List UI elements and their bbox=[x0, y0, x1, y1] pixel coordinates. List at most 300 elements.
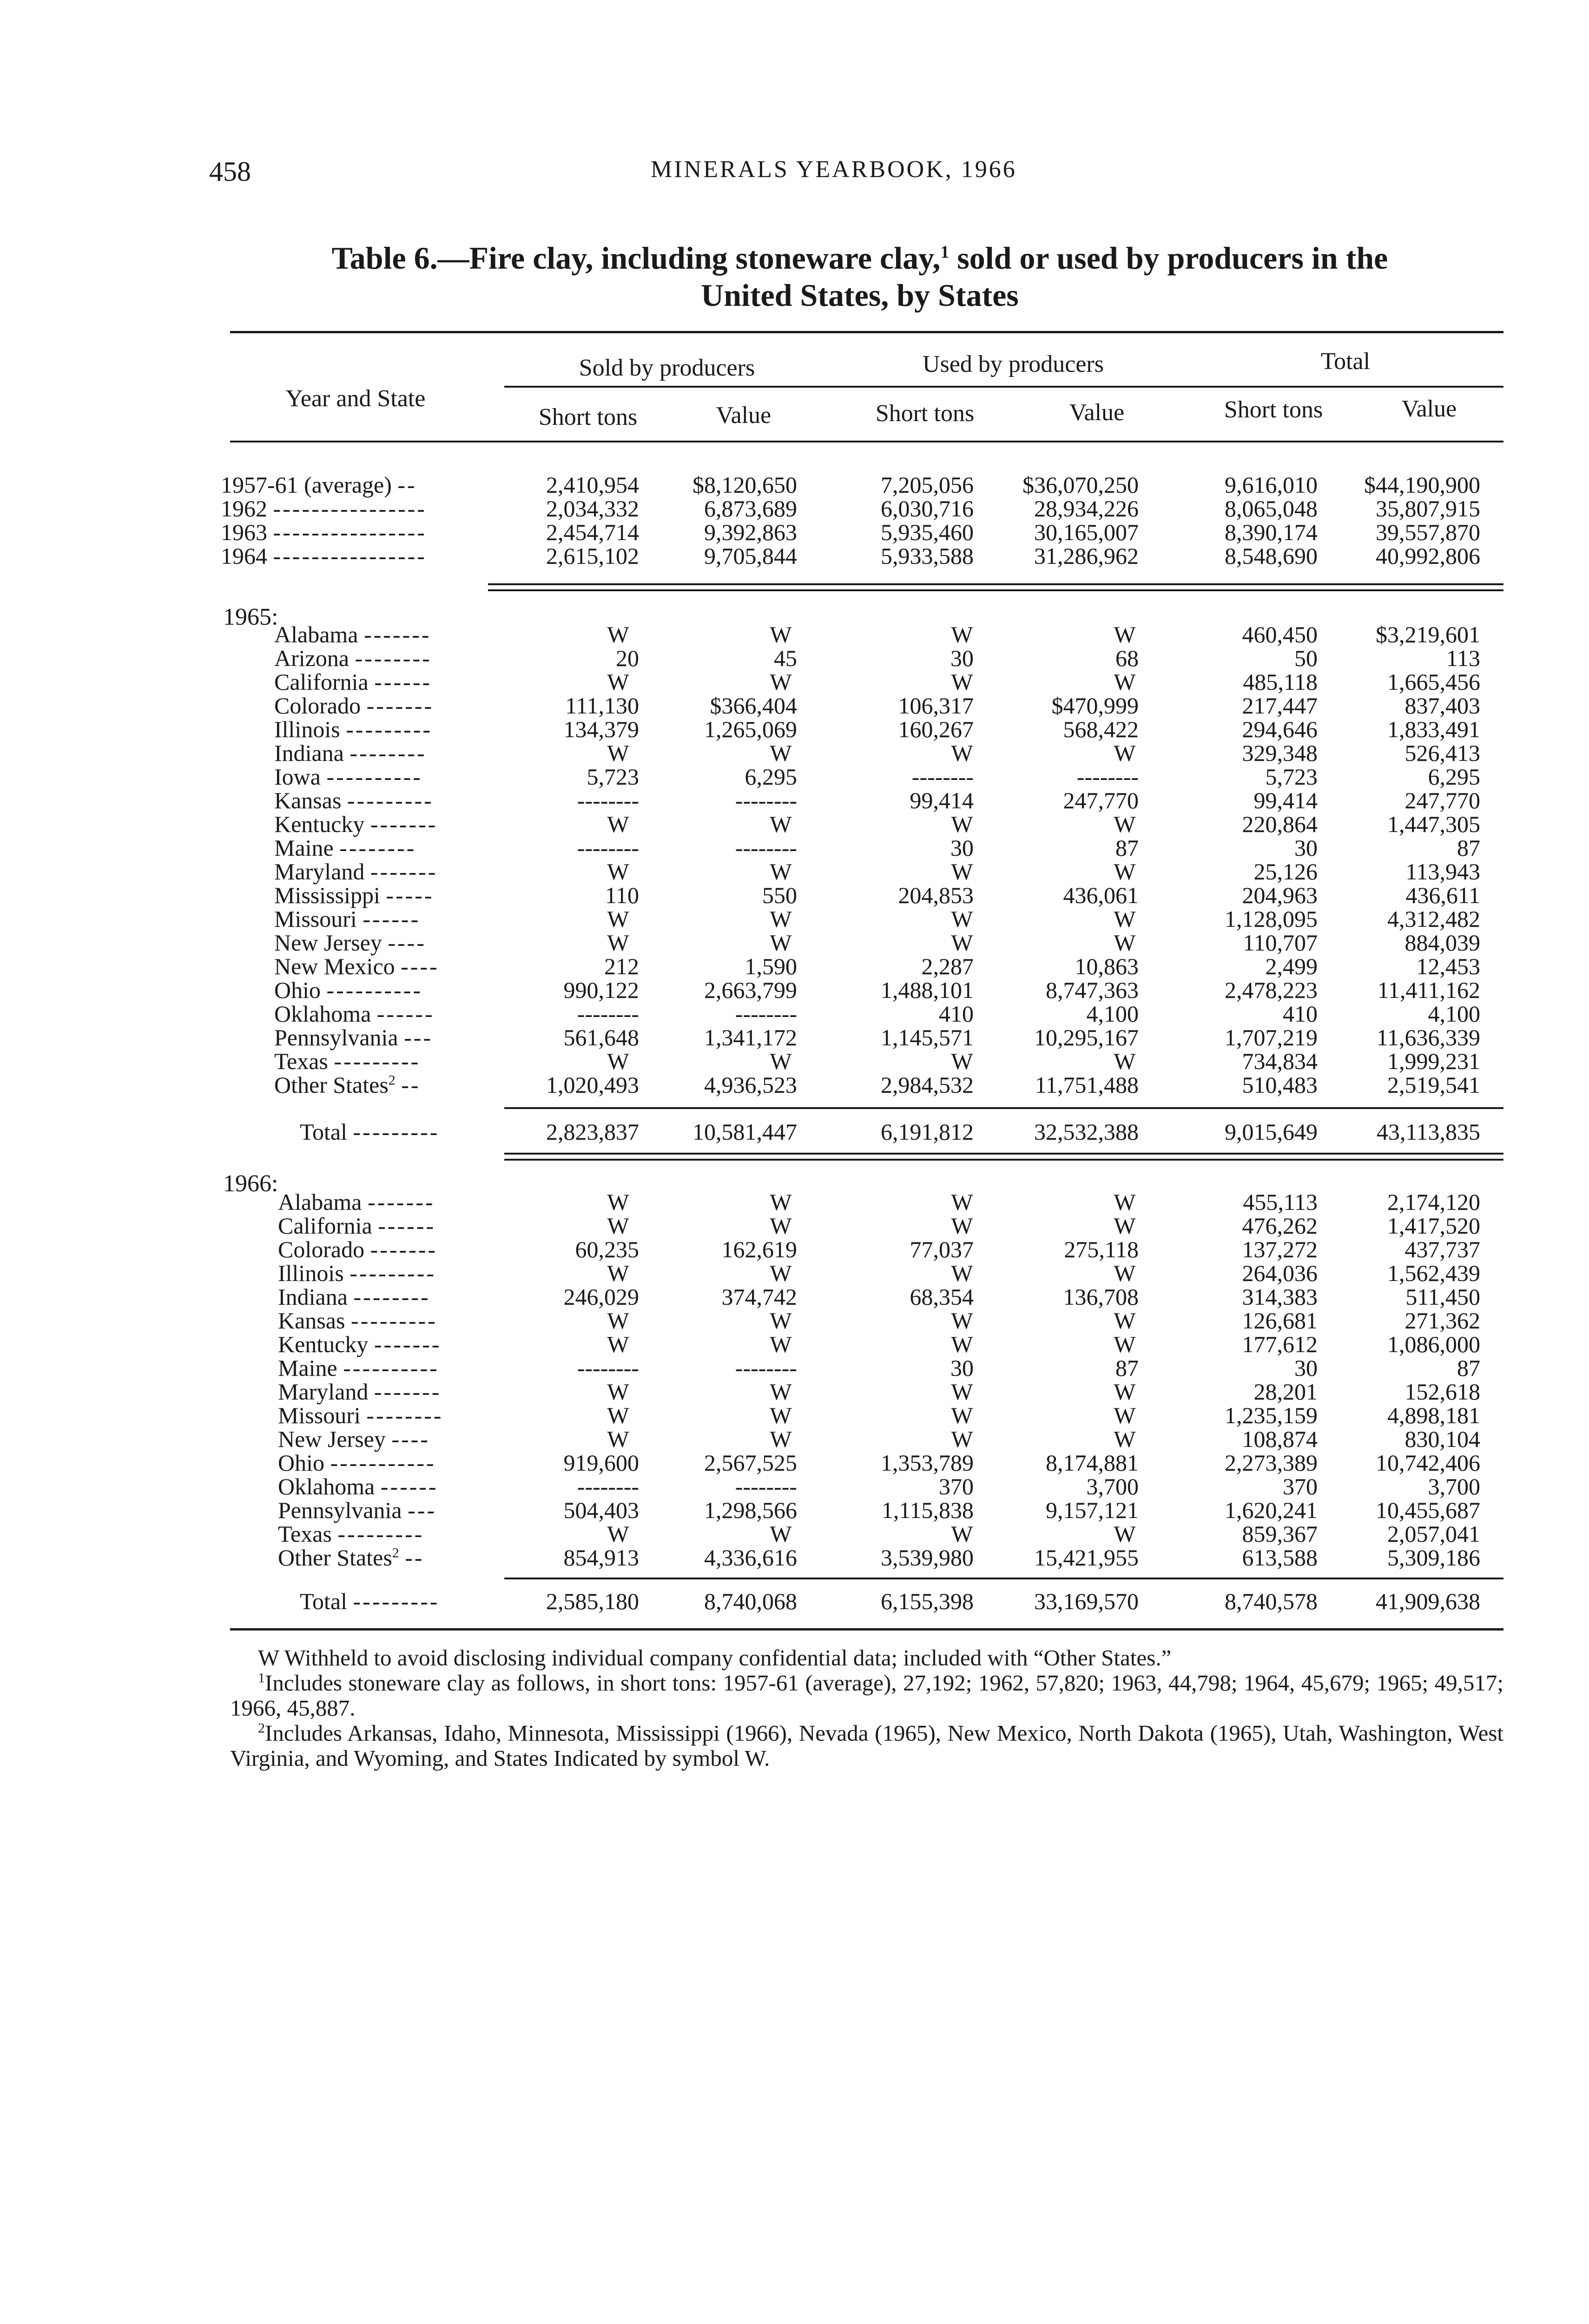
cell: 204,853 bbox=[898, 882, 974, 908]
table-row bbox=[0, 473, 1589, 497]
cell: 50 bbox=[1294, 645, 1318, 671]
cell: 30 bbox=[1294, 835, 1318, 861]
cell: W bbox=[951, 858, 973, 885]
table-row bbox=[0, 1451, 1589, 1475]
cell: 1,341,172 bbox=[704, 1024, 797, 1050]
cell: 99,414 bbox=[1253, 787, 1318, 813]
section-rule-bottom bbox=[488, 589, 1503, 591]
cell: 106,317 bbox=[898, 693, 974, 719]
row-label: Maine ---------- bbox=[278, 1355, 439, 1381]
cell: 1,128,095 bbox=[1225, 906, 1318, 932]
row-label: Texas --------- bbox=[278, 1521, 424, 1547]
row-label: Mississippi ----- bbox=[274, 882, 434, 908]
cell: W bbox=[607, 1331, 629, 1357]
row-label: New Jersey ---- bbox=[278, 1426, 430, 1452]
cell: W bbox=[1114, 1521, 1136, 1547]
cell: -------- bbox=[577, 1355, 639, 1381]
footnote-w: W Withheld to avoid disclosing individual company confidential data; included with “Other States.” bbox=[258, 1645, 1172, 1670]
cell: $470,999 bbox=[1051, 693, 1139, 719]
table-row bbox=[0, 1522, 1589, 1546]
row-label: 1964 ---------------- bbox=[221, 543, 427, 569]
row-label: Iowa ---------- bbox=[274, 764, 422, 790]
cell: 11,636,339 bbox=[1376, 1024, 1480, 1050]
table-row bbox=[0, 1214, 1589, 1238]
row-label: Maryland ------- bbox=[274, 858, 438, 885]
footnote-1: $^1$Includes stoneware clay as follows, in short tons: 1957-61 (average), 27,192; 1962, 57,820; 1963, 44,798; 1964, 45,679; 1965; 49,517; 1966, 45,887. bbox=[230, 1670, 1503, 1721]
table-row bbox=[0, 1333, 1589, 1356]
row-label: Colorado ------- bbox=[278, 1236, 438, 1262]
row-label: Indiana -------- bbox=[274, 740, 427, 766]
table-row bbox=[0, 884, 1589, 907]
cell: 28,201 bbox=[1253, 1379, 1318, 1405]
row-label: Texas --------- bbox=[274, 1048, 421, 1074]
cell: W bbox=[1114, 740, 1136, 766]
cell: 15,421,955 bbox=[1034, 1545, 1139, 1571]
title-footnote-mark: 1 bbox=[940, 242, 949, 262]
row-label: New Jersey ---- bbox=[274, 930, 426, 956]
table-row bbox=[0, 521, 1589, 544]
table-row bbox=[0, 836, 1589, 860]
cell: W bbox=[951, 1307, 973, 1334]
cell: 2,287 bbox=[921, 953, 974, 979]
footnote-2: $^2$Includes Arkansas, Idaho, Minnesota, Mississippi (1966), Nevada (1965), New Mexico, North Dakota (1965), Utah, Washington, West Virginia, and Wyoming, and States Indicated by symbol W. bbox=[230, 1720, 1503, 1771]
cell: 613,588 bbox=[1242, 1545, 1318, 1571]
row-label: Kentucky ------- bbox=[278, 1331, 442, 1357]
cell: 526,413 bbox=[1404, 740, 1480, 766]
row-label: Colorado ------- bbox=[274, 693, 434, 719]
cell: W bbox=[607, 1426, 629, 1452]
cell: 455,113 bbox=[1243, 1189, 1318, 1215]
header-sold-by-producers: Sold by producers bbox=[579, 355, 755, 381]
table-row bbox=[0, 1285, 1589, 1309]
cell: 4,936,523 bbox=[704, 1072, 797, 1098]
cell: W bbox=[607, 811, 629, 837]
table-row bbox=[0, 1380, 1589, 1404]
cell: W bbox=[607, 740, 629, 766]
title-part-a: Table 6.—Fire clay, including stoneware clay, bbox=[331, 240, 941, 276]
cell: 568,422 bbox=[1063, 716, 1139, 742]
stub-header: Year and State bbox=[285, 385, 426, 412]
cell: W bbox=[1114, 1307, 1136, 1334]
cell: 1,298,566 bbox=[704, 1497, 797, 1523]
table-top-rule bbox=[230, 331, 1503, 333]
cell: W bbox=[607, 669, 629, 695]
cell: 8,065,048 bbox=[1225, 495, 1318, 522]
cell: 2,478,223 bbox=[1225, 977, 1318, 1003]
cell: W bbox=[951, 621, 973, 647]
table-row bbox=[0, 741, 1589, 765]
cell: 160,267 bbox=[898, 716, 974, 742]
cell: 2,499 bbox=[1265, 953, 1318, 979]
cell: W bbox=[1114, 1189, 1136, 1215]
row-label: Ohio ----------- bbox=[278, 1450, 436, 1476]
table-bottom-rule bbox=[230, 1628, 1503, 1631]
cell: 510,483 bbox=[1242, 1072, 1318, 1098]
cell: 12,453 bbox=[1416, 953, 1480, 979]
cell: 204,963 bbox=[1242, 882, 1318, 908]
row-label: Arizona -------- bbox=[274, 645, 432, 671]
cell: -------- bbox=[735, 787, 797, 813]
cell: W bbox=[1114, 621, 1136, 647]
cell: 31,286,962 bbox=[1034, 543, 1139, 569]
cell: 859,367 bbox=[1242, 1521, 1318, 1547]
row-label: 1963 ---------------- bbox=[221, 519, 427, 545]
cell: 1,020,493 bbox=[546, 1072, 639, 1098]
cell: W bbox=[607, 1521, 629, 1547]
cell: 30 bbox=[950, 835, 974, 861]
cell: -------- bbox=[577, 835, 639, 861]
header-sold-value: Value bbox=[716, 402, 771, 429]
cell: 5,933,588 bbox=[881, 543, 974, 569]
section-1966-label: 1966: bbox=[223, 1170, 278, 1197]
cell: 2,454,714 bbox=[546, 519, 639, 545]
cell: 32,532,388 bbox=[1034, 1119, 1139, 1145]
cell: 30 bbox=[1294, 1355, 1318, 1381]
table-row bbox=[0, 1309, 1589, 1333]
row-label: Indiana -------- bbox=[278, 1284, 430, 1310]
row-label: California ------ bbox=[274, 669, 432, 695]
cell: 87 bbox=[1115, 835, 1139, 861]
cell: 136,708 bbox=[1063, 1284, 1139, 1310]
cell: 110 bbox=[605, 882, 639, 908]
cell: 4,312,482 bbox=[1387, 906, 1480, 932]
cell: W bbox=[1114, 1402, 1136, 1428]
row-label: Missouri -------- bbox=[278, 1402, 443, 1428]
cell: W bbox=[770, 1189, 792, 1215]
cell: 1,417,520 bbox=[1387, 1213, 1480, 1239]
cell: 126,681 bbox=[1242, 1307, 1318, 1334]
cell: W bbox=[951, 930, 973, 956]
cell: 919,600 bbox=[563, 1450, 639, 1476]
cell: 2,057,041 bbox=[1387, 1521, 1480, 1547]
cell: W bbox=[951, 1331, 973, 1357]
cell: W bbox=[770, 1048, 792, 1074]
running-title: MINERALS YEARBOOK, 1966 bbox=[651, 156, 1017, 183]
cell: 2,519,541 bbox=[1387, 1072, 1480, 1098]
cell: 87 bbox=[1115, 1355, 1139, 1381]
cell: W bbox=[1114, 1426, 1136, 1452]
cell: W bbox=[770, 906, 792, 932]
cell: 5,935,460 bbox=[881, 519, 974, 545]
cell: 264,036 bbox=[1242, 1260, 1318, 1286]
cell: 410 bbox=[939, 1001, 974, 1027]
cell: 247,770 bbox=[1063, 787, 1139, 813]
title-line-2: United States, by States bbox=[701, 277, 1019, 313]
table-row bbox=[0, 1026, 1589, 1050]
cell: 1,707,219 bbox=[1225, 1024, 1318, 1050]
cell: 460,450 bbox=[1242, 621, 1318, 647]
cell: 294,646 bbox=[1242, 716, 1318, 742]
cell: 329,348 bbox=[1242, 740, 1318, 766]
cell: 2,410,954 bbox=[546, 472, 639, 498]
cell: 1,115,838 bbox=[881, 1497, 974, 1523]
table-row bbox=[0, 1261, 1589, 1285]
row-label: Maryland ------- bbox=[278, 1379, 442, 1405]
cell: W bbox=[1114, 858, 1136, 885]
row-label: Illinois --------- bbox=[278, 1260, 436, 1286]
cell: W bbox=[951, 1402, 973, 1428]
cell: W bbox=[951, 1426, 973, 1452]
cell: 25,126 bbox=[1253, 858, 1318, 885]
cell: -------- bbox=[911, 764, 974, 790]
table-row bbox=[0, 1427, 1589, 1451]
cell: W bbox=[1114, 1379, 1136, 1405]
cell: W bbox=[1114, 669, 1136, 695]
cell: 8,740,578 bbox=[1225, 1588, 1318, 1614]
cell: W bbox=[951, 1379, 973, 1405]
title-part-b: sold or used by producers in the bbox=[949, 240, 1388, 276]
page-header bbox=[209, 156, 1510, 193]
cell: 436,061 bbox=[1063, 882, 1139, 908]
cell: 8,740,068 bbox=[704, 1588, 797, 1614]
cell: 830,104 bbox=[1404, 1426, 1480, 1452]
cell: 87 bbox=[1457, 1355, 1480, 1381]
cell: 6,191,812 bbox=[881, 1119, 974, 1145]
cell: W bbox=[1114, 1331, 1136, 1357]
cell: 9,616,010 bbox=[1225, 472, 1318, 498]
table-row bbox=[0, 978, 1589, 1002]
cell: W bbox=[607, 1213, 629, 1239]
header-used-value: Value bbox=[1069, 399, 1125, 426]
cell: $366,404 bbox=[710, 693, 797, 719]
cell: 854,913 bbox=[563, 1545, 639, 1571]
cell: 2,034,332 bbox=[546, 495, 639, 522]
cell: 11,411,162 bbox=[1377, 977, 1480, 1003]
cell: 1,665,456 bbox=[1387, 669, 1480, 695]
cell: 45 bbox=[774, 645, 797, 671]
cell: 2,984,532 bbox=[881, 1072, 974, 1098]
cell: 561,648 bbox=[563, 1024, 639, 1050]
cell: W bbox=[951, 1213, 973, 1239]
cell: W bbox=[770, 1260, 792, 1286]
table-row bbox=[0, 647, 1589, 670]
cell: 33,169,570 bbox=[1034, 1588, 1139, 1614]
cell: W bbox=[951, 811, 973, 837]
cell: W bbox=[1114, 1213, 1136, 1239]
cell: 990,122 bbox=[563, 977, 639, 1003]
cell: 1,235,159 bbox=[1225, 1402, 1318, 1428]
cell: W bbox=[951, 906, 973, 932]
row-label: Total --------- bbox=[300, 1588, 440, 1614]
cell: -------- bbox=[1076, 764, 1139, 790]
cell: 1,833,491 bbox=[1387, 716, 1480, 742]
cell: 9,705,844 bbox=[704, 543, 797, 569]
table-row bbox=[0, 1050, 1589, 1073]
cell: $44,190,900 bbox=[1364, 472, 1480, 498]
cell: 4,100 bbox=[1086, 1001, 1139, 1027]
cell: 40,992,806 bbox=[1376, 543, 1480, 569]
row-label: Kansas --------- bbox=[278, 1307, 437, 1334]
table-row bbox=[0, 694, 1589, 718]
cell: W bbox=[770, 621, 792, 647]
cell: 2,615,102 bbox=[546, 543, 639, 569]
cell: 9,392,863 bbox=[704, 519, 797, 545]
cell: W bbox=[770, 1426, 792, 1452]
cell: W bbox=[607, 1379, 629, 1405]
cell: 35,807,915 bbox=[1376, 495, 1480, 522]
cell: 60,235 bbox=[575, 1236, 639, 1262]
total-row bbox=[0, 1120, 1589, 1144]
cell: 6,873,689 bbox=[704, 495, 797, 522]
cell: 10,581,447 bbox=[692, 1119, 797, 1145]
cell: 410 bbox=[1283, 1001, 1318, 1027]
cell: 1,590 bbox=[745, 953, 797, 979]
cell: 2,663,799 bbox=[704, 977, 797, 1003]
cell: 28,934,226 bbox=[1034, 495, 1139, 522]
cell: 7,205,056 bbox=[881, 472, 974, 498]
row-label: Ohio ---------- bbox=[274, 977, 423, 1003]
cell: -------- bbox=[735, 1355, 797, 1381]
cell: W bbox=[607, 1260, 629, 1286]
cell: -------- bbox=[577, 1001, 639, 1027]
cell: 2,273,389 bbox=[1225, 1450, 1318, 1476]
table-row bbox=[0, 1499, 1589, 1522]
cell: 1,145,571 bbox=[881, 1024, 974, 1050]
cell: 220,864 bbox=[1242, 811, 1318, 837]
section-rule-top bbox=[488, 583, 1503, 585]
cell: 39,557,870 bbox=[1376, 519, 1480, 545]
cell: 1,562,439 bbox=[1387, 1260, 1480, 1286]
cell: W bbox=[770, 858, 792, 885]
cell: W bbox=[951, 1048, 973, 1074]
cell: 30 bbox=[950, 645, 974, 671]
table-row bbox=[0, 1238, 1589, 1261]
cell: 436,611 bbox=[1405, 882, 1480, 908]
cell: 134,379 bbox=[563, 716, 639, 742]
cell: $36,070,250 bbox=[1022, 472, 1139, 498]
header-used-by-producers: Used by producers bbox=[923, 351, 1104, 377]
cell: 4,100 bbox=[1428, 1001, 1480, 1027]
table-row bbox=[0, 623, 1589, 647]
cell: 6,295 bbox=[745, 764, 797, 790]
cell: 10,295,167 bbox=[1034, 1024, 1139, 1050]
cell: 113 bbox=[1446, 645, 1480, 671]
total-1965-rule-top bbox=[504, 1107, 1503, 1109]
row-label: Alabama ------- bbox=[274, 621, 431, 647]
table-row bbox=[0, 497, 1589, 521]
cell: 10,742,406 bbox=[1376, 1450, 1480, 1476]
cell: 1,488,101 bbox=[881, 977, 974, 1003]
cell: W bbox=[951, 1189, 973, 1215]
row-label: Pennsylvania --- bbox=[274, 1024, 433, 1050]
cell: 374,742 bbox=[721, 1284, 797, 1310]
cell: 10,455,687 bbox=[1376, 1497, 1480, 1523]
row-label: California ------ bbox=[278, 1213, 436, 1239]
cell: 8,548,690 bbox=[1225, 543, 1318, 569]
cell: W bbox=[770, 1213, 792, 1239]
header-total: Total bbox=[1320, 348, 1371, 375]
cell: -------- bbox=[735, 1473, 797, 1499]
cell: 10,863 bbox=[1075, 953, 1139, 979]
table-row bbox=[0, 718, 1589, 741]
total-1965-rule-bottom bbox=[504, 1153, 1503, 1155]
cell: -------- bbox=[735, 1001, 797, 1027]
total-row bbox=[0, 1590, 1589, 1613]
cell: 476,262 bbox=[1242, 1213, 1318, 1239]
table-row bbox=[0, 907, 1589, 931]
total-1965-rule-bottom-2 bbox=[504, 1159, 1503, 1161]
table-row bbox=[0, 1475, 1589, 1499]
cell: 162,619 bbox=[721, 1236, 797, 1262]
cell: 246,029 bbox=[563, 1284, 639, 1310]
cell: 550 bbox=[762, 882, 797, 908]
cell: W bbox=[607, 906, 629, 932]
cell: 2,567,525 bbox=[704, 1450, 797, 1476]
header-total-short-tons: Short tons bbox=[1224, 396, 1323, 423]
cell: W bbox=[770, 1307, 792, 1334]
cell: 5,723 bbox=[1265, 764, 1318, 790]
cell: 1,265,069 bbox=[704, 716, 797, 742]
table-row bbox=[0, 544, 1589, 568]
cell: 152,618 bbox=[1404, 1379, 1480, 1405]
cell: 9,157,121 bbox=[1046, 1497, 1139, 1523]
cell: 108,874 bbox=[1242, 1426, 1318, 1452]
cell: 2,174,120 bbox=[1387, 1189, 1480, 1215]
cell: 837,403 bbox=[1404, 693, 1480, 719]
cell: W bbox=[1114, 930, 1136, 956]
header-used-short-tons: Short tons bbox=[875, 400, 975, 427]
table-row bbox=[0, 860, 1589, 884]
row-label: Other States$^2$ -- bbox=[274, 1072, 421, 1098]
cell: $3,219,601 bbox=[1376, 621, 1480, 647]
cell: 1,620,241 bbox=[1225, 1497, 1318, 1523]
cell: W bbox=[770, 1331, 792, 1357]
table-row bbox=[0, 1002, 1589, 1026]
cell: 77,037 bbox=[910, 1236, 974, 1262]
cell: 41,909,638 bbox=[1376, 1588, 1480, 1614]
cell: W bbox=[1114, 1048, 1136, 1074]
footnotes bbox=[230, 1645, 1503, 1771]
cell: 8,174,881 bbox=[1046, 1450, 1139, 1476]
table-row bbox=[0, 670, 1589, 694]
cell: W bbox=[1114, 811, 1136, 837]
table-row bbox=[0, 765, 1589, 789]
cell: 884,039 bbox=[1404, 930, 1480, 956]
row-label: Oklahoma ------ bbox=[278, 1473, 438, 1499]
cell: 370 bbox=[939, 1473, 974, 1499]
cell: $8,120,650 bbox=[692, 472, 797, 498]
cell: W bbox=[770, 930, 792, 956]
cell: 11,751,488 bbox=[1035, 1072, 1139, 1098]
row-label: Kentucky ------- bbox=[274, 811, 438, 837]
header-bottom-rule bbox=[230, 441, 1503, 442]
cell: 99,414 bbox=[910, 787, 974, 813]
cell: W bbox=[770, 811, 792, 837]
cell: 6,155,398 bbox=[881, 1588, 974, 1614]
cell: W bbox=[607, 1048, 629, 1074]
cell: 8,390,174 bbox=[1225, 519, 1318, 545]
cell: 110,707 bbox=[1243, 930, 1318, 956]
table-row bbox=[0, 1190, 1589, 1214]
cell: W bbox=[607, 1307, 629, 1334]
cell: 212 bbox=[604, 953, 639, 979]
cell: 271,362 bbox=[1404, 1307, 1480, 1334]
table-row bbox=[0, 789, 1589, 812]
row-label: New Mexico ---- bbox=[274, 953, 439, 979]
table-row bbox=[0, 931, 1589, 955]
total-1966-rule-top bbox=[504, 1578, 1503, 1579]
cell: 275,118 bbox=[1064, 1236, 1139, 1262]
table-row bbox=[0, 812, 1589, 836]
cell: -------- bbox=[577, 1473, 639, 1499]
row-label: Total --------- bbox=[300, 1119, 440, 1145]
cell: 177,612 bbox=[1242, 1331, 1318, 1357]
cell: 3,700 bbox=[1428, 1473, 1480, 1499]
cell: 4,898,181 bbox=[1387, 1402, 1480, 1428]
cell: W bbox=[607, 1189, 629, 1215]
cell: 5,723 bbox=[587, 764, 639, 790]
cell: 30,165,007 bbox=[1034, 519, 1139, 545]
